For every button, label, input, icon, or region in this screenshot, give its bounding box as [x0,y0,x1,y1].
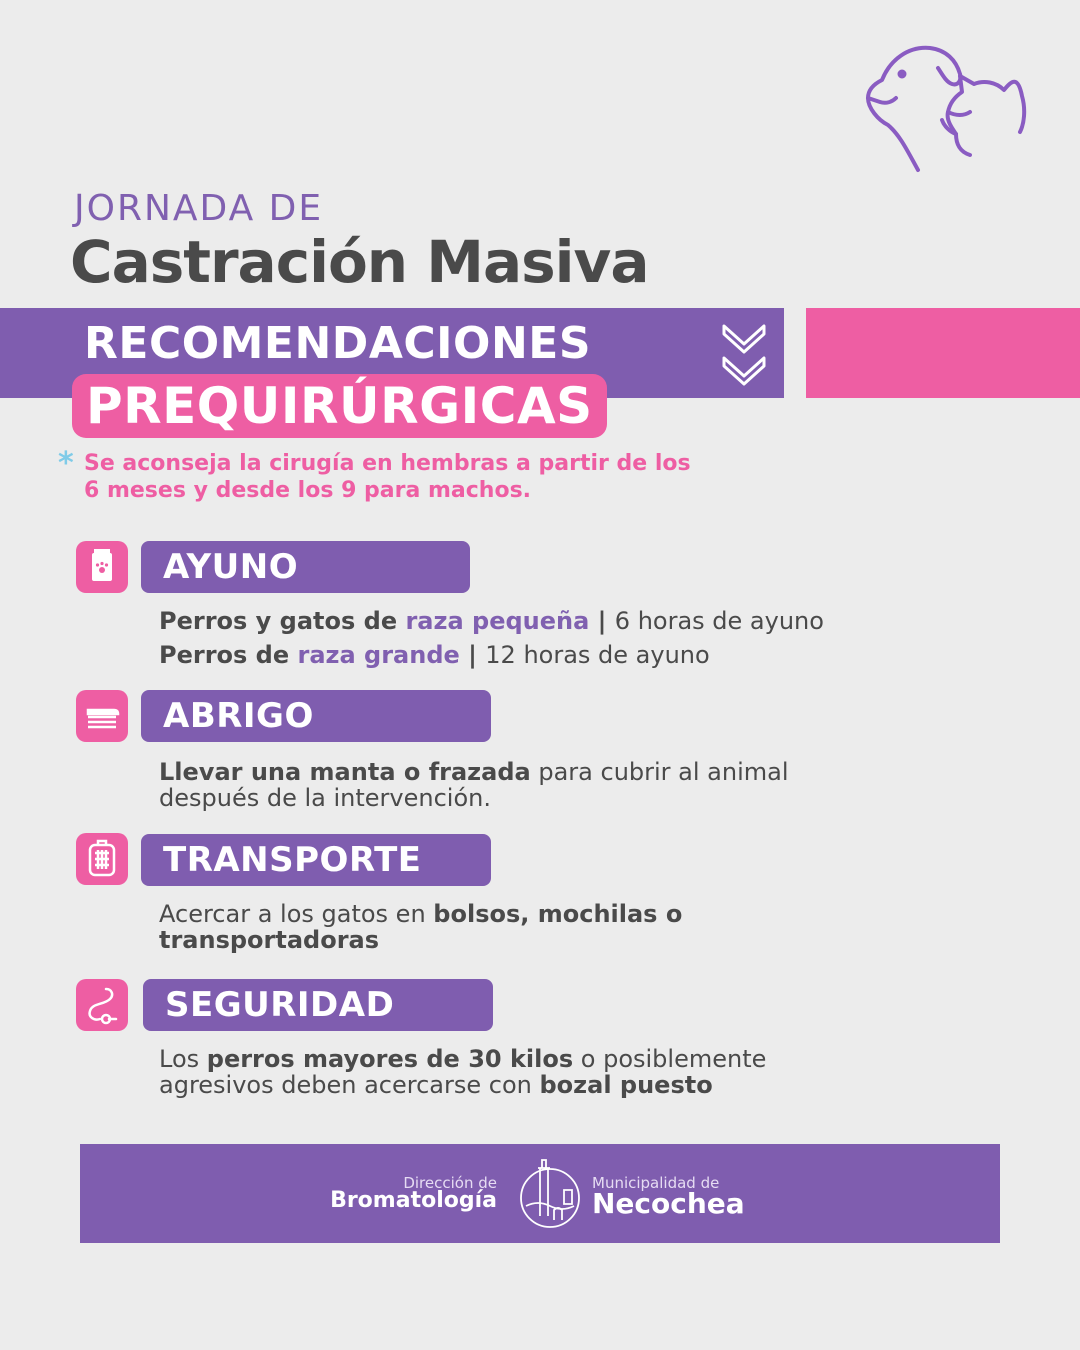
seguridad-text: Los perros mayores de 30 kilos o posiblemente agresivos deben acercarse con bozal puesto [159,1045,767,1099]
section-title-abrigo: ABRIGO [141,690,491,742]
section-title-seguridad: SEGURIDAD [143,979,493,1031]
double-chevron-down-icon [718,320,770,390]
header-kicker: JORNADA DE [74,188,324,229]
banner-line2: PREQUIRÚRGICAS [72,374,607,438]
necochea-emblem-icon [518,1156,582,1230]
section-title-ayuno: AYUNO [141,541,470,593]
ayuno-line-large: Perros de raza grande | 12 horas de ayuno [159,641,710,669]
footer-right-small: Municipalidad de [592,1174,720,1192]
page-title: Castración Masiva [70,228,649,296]
section-title-transporte: TRANSPORTE [141,834,491,886]
pet-food-bag-icon [76,541,128,593]
ayuno-line-small: Perros y gatos de raza pequeña | 6 horas de ayuno [159,607,824,635]
footer-right-big: Necochea [592,1187,745,1220]
folded-blanket-icon [76,690,128,742]
footer-left-small: Dirección de [403,1174,497,1192]
abrigo-text: Llevar una manta o frazada para cubrir al animal después de la intervención. [159,758,789,812]
age-note: Se aconseja la cirugía en hembras a partir de los 6 meses y desde los 9 para machos. [84,451,691,503]
dog-cat-outline-icon [860,40,1030,180]
transporte-text: Acercar a los gatos en bolsos, mochilas o transportadoras [159,900,683,954]
pet-carrier-icon [76,833,128,885]
note-asterisk: * [58,446,74,481]
banner-line1: RECOMENDACIONES [84,318,592,369]
leash-icon [76,979,128,1031]
footer-left-big: Bromatología [330,1188,497,1213]
banner-pink-band [806,308,1080,398]
